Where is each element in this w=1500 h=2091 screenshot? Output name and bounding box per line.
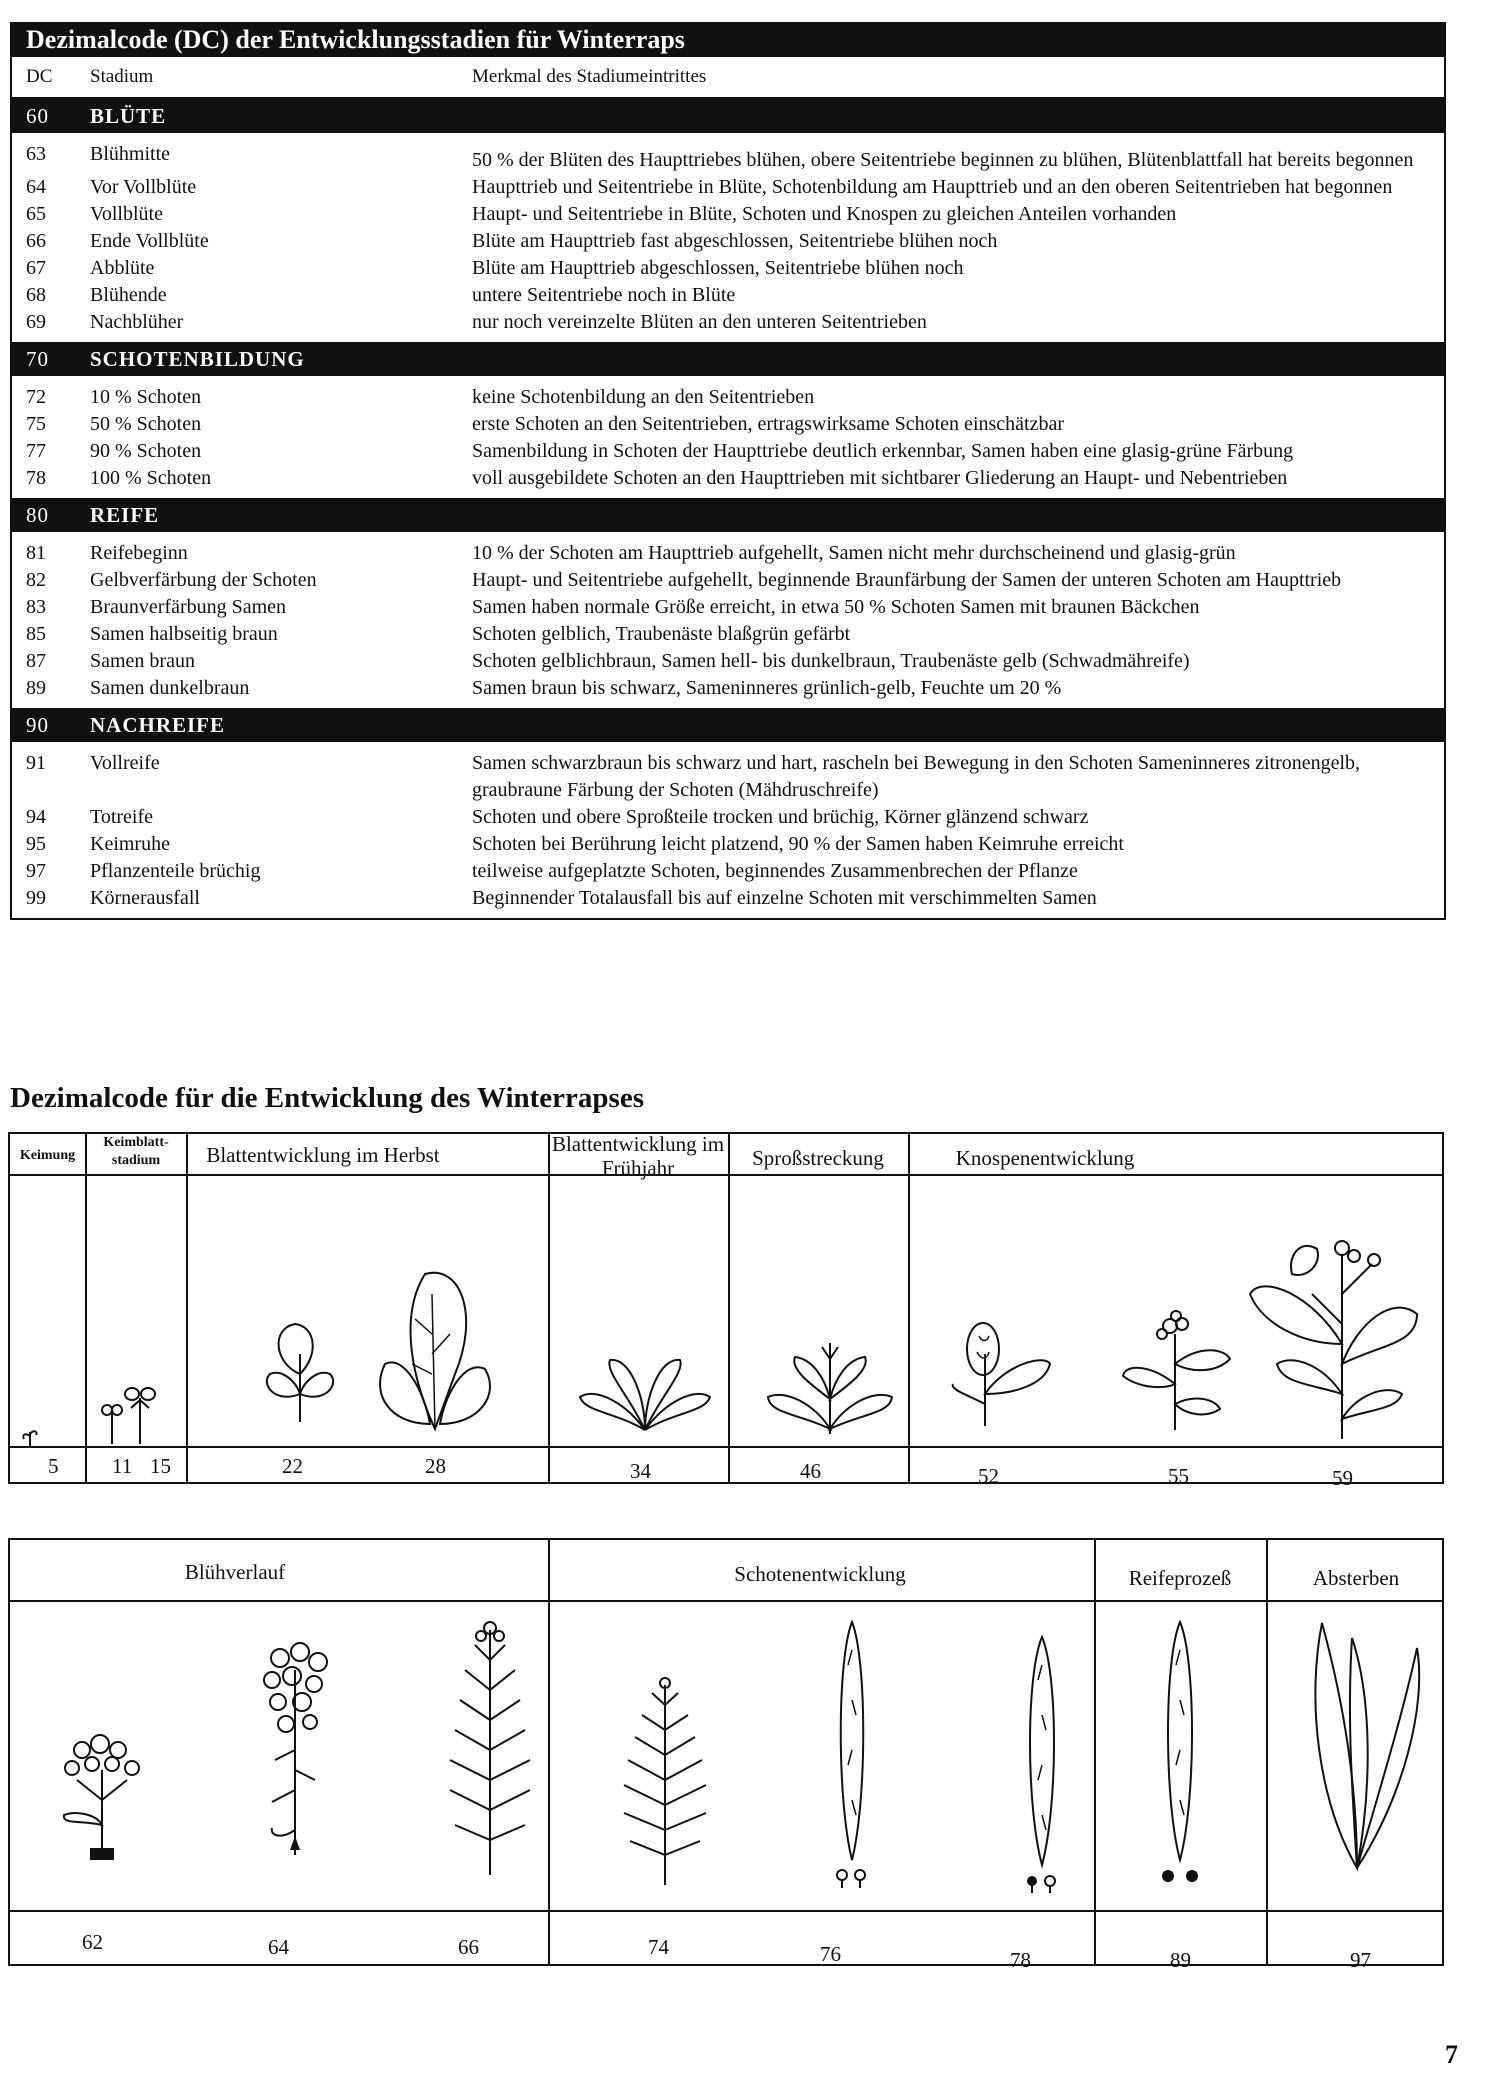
header-divider — [10, 1174, 1442, 1176]
code-divider — [10, 1446, 1442, 1448]
table-row — [12, 228, 1444, 255]
dc-code: 78 — [1010, 1948, 1031, 1972]
spring-rosette-icon — [575, 1342, 715, 1434]
row-feature: Haupttrieb und Seitentriebe in Blüte, Schotenbildung am Haupttrieb und an den oberen Seitentrieben hat begonnen — [472, 176, 1393, 198]
col-feature: Merkmal des Stadiumeintrittes — [472, 66, 707, 87]
development-chart-lower — [8, 1538, 1444, 1972]
table-title: Dezimalcode (DC) der Entwicklungsstadien für Winterraps — [12, 22, 1444, 57]
row-dc: 67 — [26, 257, 46, 279]
section-name: SCHOTENBILDUNG — [90, 347, 305, 371]
header-blattentwicklung-fruehjahr: Blattentwicklung im Frühjahr — [551, 1132, 725, 1180]
row-dc: 99 — [26, 887, 46, 909]
row-stage: 50 % Schoten — [90, 413, 202, 435]
development-title: Dezimalcode für die Entwicklung des Winterrapses — [10, 1082, 644, 1114]
dc-code: 5 — [48, 1454, 59, 1478]
seedling-icon — [20, 1426, 40, 1450]
row-dc: 68 — [26, 284, 46, 306]
dc-code: 59 — [1332, 1466, 1353, 1490]
row-stage: 100 % Schoten — [90, 467, 212, 489]
bud-plant-icon-59 — [1242, 1234, 1422, 1444]
row-feature: teilweise aufgeplatzte Schoten, beginnendes Zusammenbrechen der Pflanze — [472, 860, 1078, 882]
pod-plant-icon-74 — [610, 1675, 720, 1890]
row-dc: 94 — [26, 806, 46, 828]
young-leaf-plant-icon — [255, 1314, 345, 1424]
row-dc: 89 — [26, 677, 46, 699]
dc-code: 74 — [648, 1935, 669, 1959]
section-header-bluete — [12, 99, 1444, 133]
section-rows-bluete — [12, 133, 1444, 342]
row-dc: 64 — [26, 176, 46, 198]
row-stage: Blühende — [90, 284, 167, 306]
row-feature: nur noch vereinzelte Blüten an den unteren Seitentrieben — [472, 311, 927, 333]
row-dc: 78 — [26, 467, 46, 489]
dc-code: 76 — [820, 1942, 841, 1966]
page-number: 7 — [1445, 2040, 1458, 2069]
row-dc: 83 — [26, 596, 46, 618]
col-dc: DC — [26, 66, 53, 87]
row-feature: Samenbildung in Schoten der Haupttriebe deutlich erkennbar, Samen haben eine glasig-grüne Färbung — [472, 440, 1294, 462]
table-row — [12, 750, 1444, 804]
table-row — [12, 411, 1444, 438]
row-stage: Vollblüte — [90, 203, 163, 225]
flowering-plant-icon-66 — [435, 1620, 545, 1880]
row-stage: Blühmitte — [90, 143, 170, 165]
section-code: 70 — [26, 347, 49, 371]
section-name: REIFE — [90, 503, 160, 527]
dc-code: 52 — [978, 1464, 999, 1488]
dc-code: 64 — [268, 1935, 289, 1959]
table-row — [12, 675, 1444, 702]
dc-code: 89 — [1170, 1948, 1191, 1972]
row-dc: 65 — [26, 203, 46, 225]
dc-code: 28 — [425, 1454, 446, 1478]
section-header-nachreife — [12, 708, 1444, 742]
column-header-row — [12, 57, 1444, 99]
table-row — [12, 831, 1444, 858]
column-divider — [1094, 1540, 1096, 1964]
pod-icon-89 — [1150, 1620, 1210, 1890]
row-stage: Abblüte — [90, 257, 155, 279]
row-feature: Beginnender Totalausfall bis auf einzelne Schoten mit verschimmelten Samen — [472, 887, 1097, 909]
rosette-plant-icon — [370, 1254, 500, 1434]
row-feature: keine Schotenbildung an den Seitentrieben — [472, 386, 815, 408]
row-feature: Schoten bei Berührung leicht platzend, 90 % der Samen haben Keimruhe erreicht — [472, 833, 1124, 855]
header-absterben: Absterben — [1312, 1566, 1400, 1590]
table-row — [12, 594, 1444, 621]
row-stage: Nachblüher — [90, 311, 184, 333]
table-row — [12, 804, 1444, 831]
col-stage: Stadium — [90, 66, 154, 87]
header-keimblattstadium: Keimblatt-stadium — [103, 1135, 169, 1168]
column-divider — [1266, 1540, 1268, 1964]
header-blattentwicklung-herbst: Blattentwicklung im Herbst — [206, 1143, 440, 1167]
bud-plant-icon-52 — [945, 1314, 1055, 1429]
row-dc: 85 — [26, 623, 46, 645]
table-row — [12, 438, 1444, 465]
row-dc: 95 — [26, 833, 46, 855]
header-knospenentwicklung: Knospenentwicklung — [955, 1146, 1135, 1170]
row-feature: Schoten gelblichbraun, Samen hell- bis dunkelbraun, Traubenäste gelb (Schwadmähreife) — [472, 650, 1190, 672]
row-dc: 82 — [26, 569, 46, 591]
pod-icon-76 — [822, 1620, 882, 1890]
row-stage: Ende Vollblüte — [90, 230, 209, 252]
row-dc: 63 — [26, 143, 46, 165]
dc-code: 34 — [630, 1459, 651, 1483]
row-stage: Samen braun — [90, 650, 195, 672]
table-row — [12, 621, 1444, 648]
header-reifeprozess: Reifeprozeß — [1128, 1566, 1232, 1590]
table-row — [12, 465, 1444, 492]
row-feature: Haupt- und Seitentriebe in Blüte, Schoten und Knospen zu gleichen Anteilen vorhanden — [472, 203, 1177, 225]
row-stage: Vollreife — [90, 752, 160, 774]
header-divider — [10, 1600, 1442, 1602]
row-feature: erste Schoten an den Seitentrieben, ertragswirksame Schoten einschätzbar — [472, 413, 1065, 435]
row-feature: voll ausgebildete Schoten an den Haupttrieben mit sichtbarer Gliederung an Haupt- und Nebentrieben — [472, 467, 1288, 489]
column-divider — [85, 1134, 87, 1482]
row-stage: 90 % Schoten — [90, 440, 202, 462]
table-row — [12, 282, 1444, 309]
section-rows-schotenbildung — [12, 376, 1444, 498]
stem-elongation-plant-icon — [765, 1329, 895, 1439]
row-stage: Pflanzenteile brüchig — [90, 860, 261, 882]
row-feature: Schoten gelblich, Traubenäste blaßgrün gefärbt — [472, 623, 851, 645]
row-stage: Körnerausfall — [90, 887, 200, 909]
row-stage: Vor Vollblüte — [90, 176, 197, 198]
row-feature: Blüte am Haupttrieb abgeschlossen, Seitentriebe blühen noch — [472, 257, 964, 279]
section-code: 80 — [26, 503, 49, 527]
section-header-schotenbildung — [12, 342, 1444, 376]
table-row — [12, 255, 1444, 282]
column-divider — [908, 1134, 910, 1482]
dead-pod-icon-97 — [1302, 1618, 1432, 1878]
section-rows-nachreife — [12, 742, 1444, 918]
row-feature: Blüte am Haupttrieb fast abgeschlossen, Seitentriebe blühen noch — [472, 230, 998, 252]
column-divider — [728, 1134, 730, 1482]
column-divider — [548, 1134, 550, 1482]
row-feature: Samen braun bis schwarz, Sameninneres grünlich-gelb, Feuchte um 20 % — [472, 677, 1062, 699]
cotyledon-plant-icon — [96, 1366, 166, 1446]
dc-code: 62 — [82, 1930, 103, 1954]
table-row — [12, 384, 1444, 411]
row-dc: 69 — [26, 311, 46, 333]
section-rows-reife — [12, 532, 1444, 708]
row-feature: 10 % der Schoten am Haupttrieb aufgehellt, Samen nicht mehr durchscheinend und glasig-grün — [472, 542, 1236, 564]
row-stage: Samen halbseitig braun — [90, 623, 278, 645]
row-feature: Samen haben normale Größe erreicht, in etwa 50 % Schoten Samen mit braunen Bäckchen — [472, 596, 1200, 618]
table-row — [12, 174, 1444, 201]
header-bluehverlauf: Blühverlauf — [184, 1560, 286, 1584]
row-stage: 10 % Schoten — [90, 386, 202, 408]
section-code: 60 — [26, 104, 49, 128]
section-code: 90 — [26, 713, 49, 737]
row-stage: Totreife — [90, 806, 154, 828]
flowering-plant-icon-64 — [250, 1640, 340, 1860]
section-name: NACHREIFE — [90, 713, 226, 737]
header-keimung: Keimung — [19, 1148, 76, 1163]
section-name: BLÜTE — [90, 104, 167, 128]
row-dc: 72 — [26, 386, 46, 408]
row-feature: untere Seitentriebe noch in Blüte — [472, 284, 736, 306]
table-row — [12, 201, 1444, 228]
row-stage: Keimruhe — [90, 833, 170, 855]
table-row — [12, 540, 1444, 567]
header-schotenentwicklung: Schotenentwicklung — [734, 1562, 906, 1586]
row-dc: 75 — [26, 413, 46, 435]
flowering-plant-icon-62 — [52, 1730, 152, 1865]
table-row — [12, 885, 1444, 912]
dc-code: 66 — [458, 1935, 479, 1959]
column-divider — [548, 1540, 550, 1964]
dc-code: 22 — [282, 1454, 303, 1478]
development-chart-upper — [8, 1132, 1444, 1490]
table-row — [12, 648, 1444, 675]
table-row — [12, 141, 1444, 174]
dc-code: 46 — [800, 1459, 821, 1483]
dc-code: 55 — [1168, 1464, 1189, 1488]
dc-code: 97 — [1350, 1948, 1371, 1972]
row-dc: 91 — [26, 752, 46, 774]
dc-stage-table — [10, 22, 1446, 920]
code-divider — [10, 1910, 1442, 1912]
row-feature: Schoten und obere Sproßteile trocken und brüchig, Körner glänzend schwarz — [472, 806, 1089, 828]
table-row — [12, 309, 1444, 336]
row-dc: 81 — [26, 542, 46, 564]
pod-icon-78 — [1010, 1635, 1070, 1895]
row-feature: 50 % der Blüten des Haupttriebes blühen, obere Seitentriebe beginnen zu blühen, Blütenblattfall hat bereits begonnen — [472, 149, 1414, 171]
row-dc: 87 — [26, 650, 46, 672]
column-divider — [186, 1134, 188, 1482]
row-feature: Samen schwarzbraun bis schwarz und hart, rascheln bei Bewegung in den Schoten Sameninneres zitronengelb, graubraune Färbung der Schoten (Mähdruschreife) — [472, 752, 1361, 801]
table-row — [12, 858, 1444, 885]
row-stage: Braunverfärbung Samen — [90, 596, 287, 618]
header-sprossstreckung: Sproßstreckung — [752, 1146, 884, 1170]
row-stage: Gelbverfärbung der Schoten — [90, 569, 317, 591]
section-header-reife — [12, 498, 1444, 532]
row-dc: 97 — [26, 860, 46, 882]
row-stage: Samen dunkelbraun — [90, 677, 250, 699]
table-row — [12, 567, 1444, 594]
row-dc: 77 — [26, 440, 46, 462]
row-feature: Haupt- und Seitentriebe aufgehellt, beginnende Braunfärbung der Samen der unteren Schoten am Haupttrieb — [472, 569, 1342, 591]
bud-plant-icon-55 — [1120, 1304, 1235, 1434]
row-stage: Reifebeginn — [90, 542, 188, 564]
dc-code: 15 — [150, 1454, 171, 1478]
dc-code: 11 — [112, 1454, 133, 1478]
row-dc: 66 — [26, 230, 46, 252]
